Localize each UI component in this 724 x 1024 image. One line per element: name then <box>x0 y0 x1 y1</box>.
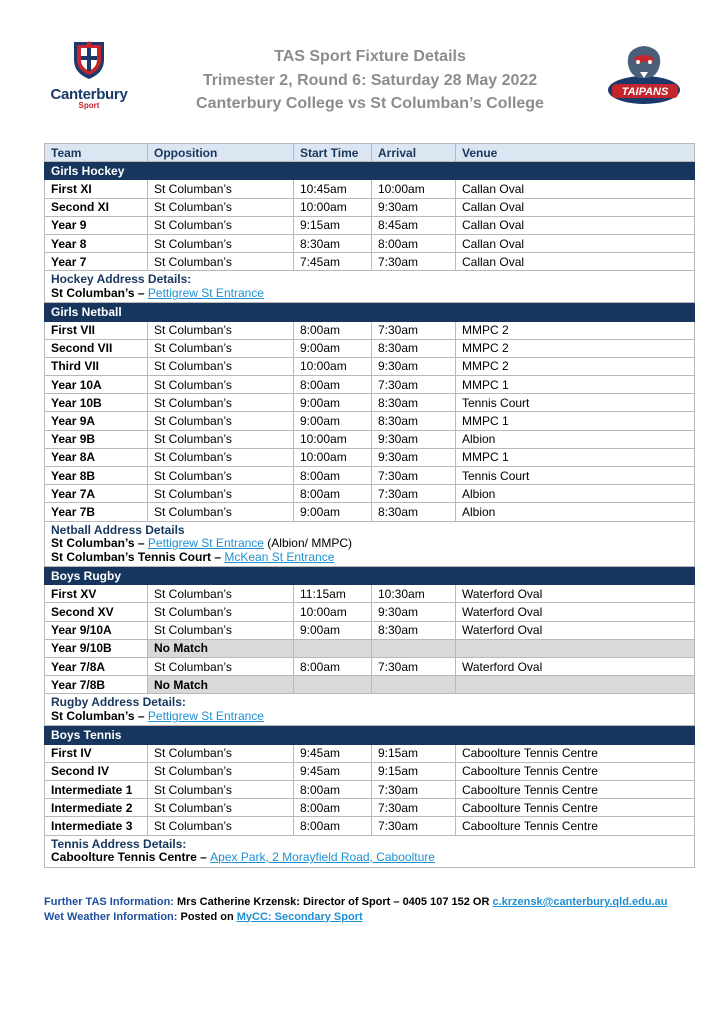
opposition-cell: St Columban’s <box>148 780 294 798</box>
arrival-cell: 7:30am <box>372 253 456 271</box>
venue-cell: Callan Oval <box>456 180 695 198</box>
table-row <box>45 394 695 412</box>
footer-email-link[interactable]: c.krzensk@canterbury.qld.edu.au <box>492 896 668 908</box>
opposition-cell: St Columban’s <box>148 585 294 603</box>
team-cell: Year 9 <box>45 216 148 234</box>
start-time-cell: 9:45am <box>294 744 372 762</box>
arrival-cell: 8:30am <box>372 503 456 521</box>
address-cell <box>45 835 695 867</box>
crest-icon <box>71 40 107 80</box>
start-time-cell: 8:00am <box>294 658 372 676</box>
address-link[interactable]: Pettigrew St Entrance <box>147 708 264 723</box>
arrival-cell: 9:30am <box>372 198 456 216</box>
address-line <box>51 287 688 301</box>
opposition-cell: St Columban’s <box>148 412 294 430</box>
opposition-cell: St Columban’s <box>148 485 294 503</box>
table-row <box>45 676 695 694</box>
start-time-cell: 8:30am <box>294 234 372 252</box>
team-cell: Second IV <box>45 762 148 780</box>
team-cell: Year 9/10B <box>45 639 148 657</box>
venue-cell: Caboolture Tennis Centre <box>456 744 695 762</box>
footer-info-line <box>44 895 667 910</box>
address-line <box>51 710 688 724</box>
team-cell: Intermediate 3 <box>45 817 148 835</box>
team-cell: Year 9A <box>45 412 148 430</box>
team-cell: Year 7A <box>45 485 148 503</box>
start-time-cell: 9:00am <box>294 412 372 430</box>
start-time-cell: 9:00am <box>294 339 372 357</box>
table-row <box>45 198 695 216</box>
arrival-cell: 8:00am <box>372 234 456 252</box>
opposition-cell: St Columban’s <box>148 180 294 198</box>
opposition-cell: St Columban’s <box>148 430 294 448</box>
opposition-cell: St Columban’s <box>148 503 294 521</box>
arrival-cell: 7:30am <box>372 485 456 503</box>
arrival-cell <box>372 676 456 694</box>
document-title <box>150 45 590 116</box>
venue-cell: Callan Oval <box>456 234 695 252</box>
address-title: Hockey Address Details: <box>51 272 192 287</box>
team-cell: Year 8A <box>45 448 148 466</box>
section-title: Boys Rugby <box>45 567 695 585</box>
venue-cell: MMPC 2 <box>456 321 695 339</box>
venue-cell <box>456 639 695 657</box>
team-cell: Intermediate 1 <box>45 780 148 798</box>
table-row <box>45 603 695 621</box>
venue-cell: MMPC 1 <box>456 376 695 394</box>
arrival-cell: 7:30am <box>372 799 456 817</box>
footer-weather-text: Posted on <box>180 910 237 923</box>
table-row <box>45 253 695 271</box>
start-time-cell: 8:00am <box>294 485 372 503</box>
team-cell: Second XI <box>45 198 148 216</box>
arrival-cell: 9:15am <box>372 762 456 780</box>
arrival-cell: 7:30am <box>372 817 456 835</box>
team-cell: Year 9B <box>45 430 148 448</box>
start-time-cell: 8:00am <box>294 376 372 394</box>
start-time-cell: 8:00am <box>294 817 372 835</box>
table-row <box>45 216 695 234</box>
start-time-cell: 9:15am <box>294 216 372 234</box>
section-title: Girls Netball <box>45 303 695 321</box>
venue-cell: MMPC 1 <box>456 412 695 430</box>
opposition-cell: No Match <box>148 676 294 694</box>
table-row <box>45 448 695 466</box>
table-row <box>45 180 695 198</box>
table-row <box>45 744 695 762</box>
address-cell <box>45 521 695 567</box>
address-label: St Columban’s Tennis Court – <box>51 549 225 564</box>
table-row <box>45 639 695 657</box>
table-row <box>45 780 695 798</box>
start-time-cell: 11:15am <box>294 585 372 603</box>
opposition-cell: St Columban’s <box>148 762 294 780</box>
venue-cell: Callan Oval <box>456 253 695 271</box>
venue-cell: MMPC 2 <box>456 339 695 357</box>
column-header-opposition: Opposition <box>148 144 294 162</box>
logo-sub: Sport <box>78 101 100 110</box>
address-row <box>45 835 695 867</box>
canterbury-sport-logo <box>44 40 134 115</box>
opposition-cell: St Columban’s <box>148 799 294 817</box>
address-row <box>45 694 695 726</box>
start-time-cell: 10:00am <box>294 603 372 621</box>
opposition-cell: St Columban’s <box>148 339 294 357</box>
team-cell: Year 10B <box>45 394 148 412</box>
arrival-cell: 7:30am <box>372 321 456 339</box>
venue-cell: Albion <box>456 485 695 503</box>
table-row <box>45 762 695 780</box>
column-header-team: Team <box>45 144 148 162</box>
arrival-cell: 8:30am <box>372 339 456 357</box>
column-header-arrival: Arrival <box>372 144 456 162</box>
footer-info-label: Further TAS Information: <box>44 896 178 908</box>
team-cell: Second VII <box>45 339 148 357</box>
venue-cell: Waterford Oval <box>456 658 695 676</box>
team-cell: Year 7/8B <box>45 676 148 694</box>
arrival-cell: 8:30am <box>372 621 456 639</box>
team-cell: Year 7B <box>45 503 148 521</box>
address-cell <box>45 271 695 303</box>
team-cell: First XI <box>45 180 148 198</box>
start-time-cell: 8:00am <box>294 321 372 339</box>
table-row <box>45 430 695 448</box>
address-suffix: (Albion/ MMPC) <box>263 536 352 551</box>
opposition-cell: St Columban’s <box>148 817 294 835</box>
arrival-cell: 9:30am <box>372 430 456 448</box>
address-row <box>45 271 695 303</box>
arrival-cell: 8:30am <box>372 394 456 412</box>
opposition-cell: St Columban’s <box>148 376 294 394</box>
venue-cell: Waterford Oval <box>456 603 695 621</box>
table-row <box>45 503 695 521</box>
start-time-cell: 9:45am <box>294 762 372 780</box>
address-cell <box>45 694 695 726</box>
table-row <box>45 234 695 252</box>
table-row <box>45 412 695 430</box>
opposition-cell: St Columban’s <box>148 394 294 412</box>
table-header-row <box>45 144 695 162</box>
arrival-cell: 10:00am <box>372 180 456 198</box>
team-cell: First IV <box>45 744 148 762</box>
opposition-cell: St Columban’s <box>148 658 294 676</box>
address-label: St Columban’s – <box>51 285 148 300</box>
team-cell: Intermediate 2 <box>45 799 148 817</box>
arrival-cell: 7:30am <box>372 467 456 485</box>
section-header-row <box>45 567 695 585</box>
arrival-cell: 9:30am <box>372 357 456 375</box>
start-time-cell: 8:00am <box>294 780 372 798</box>
opposition-cell: St Columban’s <box>148 216 294 234</box>
page-header <box>0 0 724 140</box>
venue-cell: Albion <box>456 503 695 521</box>
address-label: Caboolture Tennis Centre – <box>51 850 211 864</box>
arrival-cell: 9:15am <box>372 744 456 762</box>
address-line <box>51 537 688 551</box>
team-cell: Year 9/10A <box>45 621 148 639</box>
logo-name: Canterbury <box>50 86 128 103</box>
section-title: Girls Hockey <box>45 162 695 180</box>
section-header-row <box>45 303 695 321</box>
column-header-start-time: Start Time <box>294 144 372 162</box>
arrival-cell <box>372 639 456 657</box>
venue-cell: Albion <box>456 430 695 448</box>
table-row <box>45 485 695 503</box>
venue-cell: Callan Oval <box>456 216 695 234</box>
opposition-cell: St Columban’s <box>148 198 294 216</box>
address-line <box>51 551 688 565</box>
start-time-cell: 8:00am <box>294 467 372 485</box>
opposition-cell: St Columban’s <box>148 321 294 339</box>
footer-weather-label: Wet Weather Information: <box>44 910 181 923</box>
taipans-logo-text: TAIPANS <box>621 86 669 98</box>
opposition-cell: St Columban’s <box>148 234 294 252</box>
arrival-cell: 9:30am <box>372 448 456 466</box>
opposition-cell: St Columban’s <box>148 744 294 762</box>
taipans-logo <box>604 42 686 112</box>
arrival-cell: 8:30am <box>372 412 456 430</box>
start-time-cell: 7:45am <box>294 253 372 271</box>
section-title: Boys Tennis <box>45 726 695 744</box>
fixture-table <box>44 143 695 868</box>
venue-cell: Caboolture Tennis Centre <box>456 817 695 835</box>
opposition-cell: St Columban’s <box>148 603 294 621</box>
start-time-cell: 8:00am <box>294 799 372 817</box>
title-line-3: Canterbury College vs St Columban’s College <box>196 95 544 112</box>
footer-weather-line <box>44 910 667 925</box>
arrival-cell: 8:45am <box>372 216 456 234</box>
footer-weather-link[interactable]: MyCC: Secondary Sport <box>236 910 363 923</box>
table-row <box>45 658 695 676</box>
team-cell: Year 8B <box>45 467 148 485</box>
table-row <box>45 817 695 835</box>
opposition-cell: St Columban’s <box>148 467 294 485</box>
table-row <box>45 799 695 817</box>
table-row <box>45 621 695 639</box>
address-link[interactable]: Apex Park, 2 Morayfield Road, Caboolture <box>210 850 435 864</box>
team-cell: Year 10A <box>45 376 148 394</box>
table-row <box>45 376 695 394</box>
arrival-cell: 7:30am <box>372 658 456 676</box>
title-line-1: TAS Sport Fixture Details <box>274 48 466 65</box>
column-header-venue: Venue <box>456 144 695 162</box>
address-title: Rugby Address Details: <box>51 695 186 710</box>
start-time-cell: 9:00am <box>294 394 372 412</box>
team-cell: Third VII <box>45 357 148 375</box>
start-time-cell: 10:00am <box>294 448 372 466</box>
opposition-cell: St Columban’s <box>148 621 294 639</box>
arrival-cell: 7:30am <box>372 780 456 798</box>
team-cell: First VII <box>45 321 148 339</box>
table-row <box>45 467 695 485</box>
start-time-cell: 9:00am <box>294 503 372 521</box>
venue-cell: Caboolture Tennis Centre <box>456 780 695 798</box>
address-title: Tennis Address Details: <box>51 836 187 851</box>
opposition-cell: St Columban’s <box>148 448 294 466</box>
footer-info-text: Mrs Catherine Krzensk: Director of Sport – 0405 107 152 OR <box>177 896 493 908</box>
table-row <box>45 339 695 357</box>
start-time-cell <box>294 639 372 657</box>
venue-cell: MMPC 2 <box>456 357 695 375</box>
table-body <box>45 162 695 867</box>
team-cell: First XV <box>45 585 148 603</box>
address-label: St Columban’s – <box>51 708 148 723</box>
address-link[interactable]: Pettigrew St Entrance <box>147 536 264 551</box>
start-time-cell: 10:00am <box>294 430 372 448</box>
venue-cell: MMPC 1 <box>456 448 695 466</box>
opposition-cell: St Columban’s <box>148 253 294 271</box>
venue-cell <box>456 676 695 694</box>
start-time-cell: 10:00am <box>294 357 372 375</box>
address-link[interactable]: McKean St Entrance <box>224 549 335 564</box>
start-time-cell: 10:00am <box>294 198 372 216</box>
team-cell: Second XV <box>45 603 148 621</box>
venue-cell: Caboolture Tennis Centre <box>456 799 695 817</box>
team-cell: Year 7 <box>45 253 148 271</box>
start-time-cell: 9:00am <box>294 621 372 639</box>
section-header-row <box>45 162 695 180</box>
address-row <box>45 521 695 567</box>
team-cell: Year 8 <box>45 234 148 252</box>
arrival-cell: 7:30am <box>372 376 456 394</box>
table-row <box>45 357 695 375</box>
start-time-cell: 10:45am <box>294 180 372 198</box>
start-time-cell <box>294 676 372 694</box>
opposition-cell: St Columban’s <box>148 357 294 375</box>
venue-cell: Waterford Oval <box>456 621 695 639</box>
arrival-cell: 9:30am <box>372 603 456 621</box>
address-title: Netball Address Details <box>51 522 185 537</box>
table-row <box>45 321 695 339</box>
address-line <box>51 851 688 865</box>
table-row <box>45 585 695 603</box>
venue-cell: Waterford Oval <box>456 585 695 603</box>
address-link[interactable]: Pettigrew St Entrance <box>147 285 264 300</box>
venue-cell: Caboolture Tennis Centre <box>456 762 695 780</box>
opposition-cell: No Match <box>148 639 294 657</box>
venue-cell: Tennis Court <box>456 394 695 412</box>
title-line-2: Trimester 2, Round 6: Saturday 28 May 2022 <box>202 71 538 89</box>
footer <box>44 895 667 924</box>
venue-cell: Tennis Court <box>456 467 695 485</box>
arrival-cell: 10:30am <box>372 585 456 603</box>
section-header-row <box>45 726 695 744</box>
venue-cell: Callan Oval <box>456 198 695 216</box>
address-label: St Columban’s – <box>51 536 148 551</box>
team-cell: Year 7/8A <box>45 658 148 676</box>
